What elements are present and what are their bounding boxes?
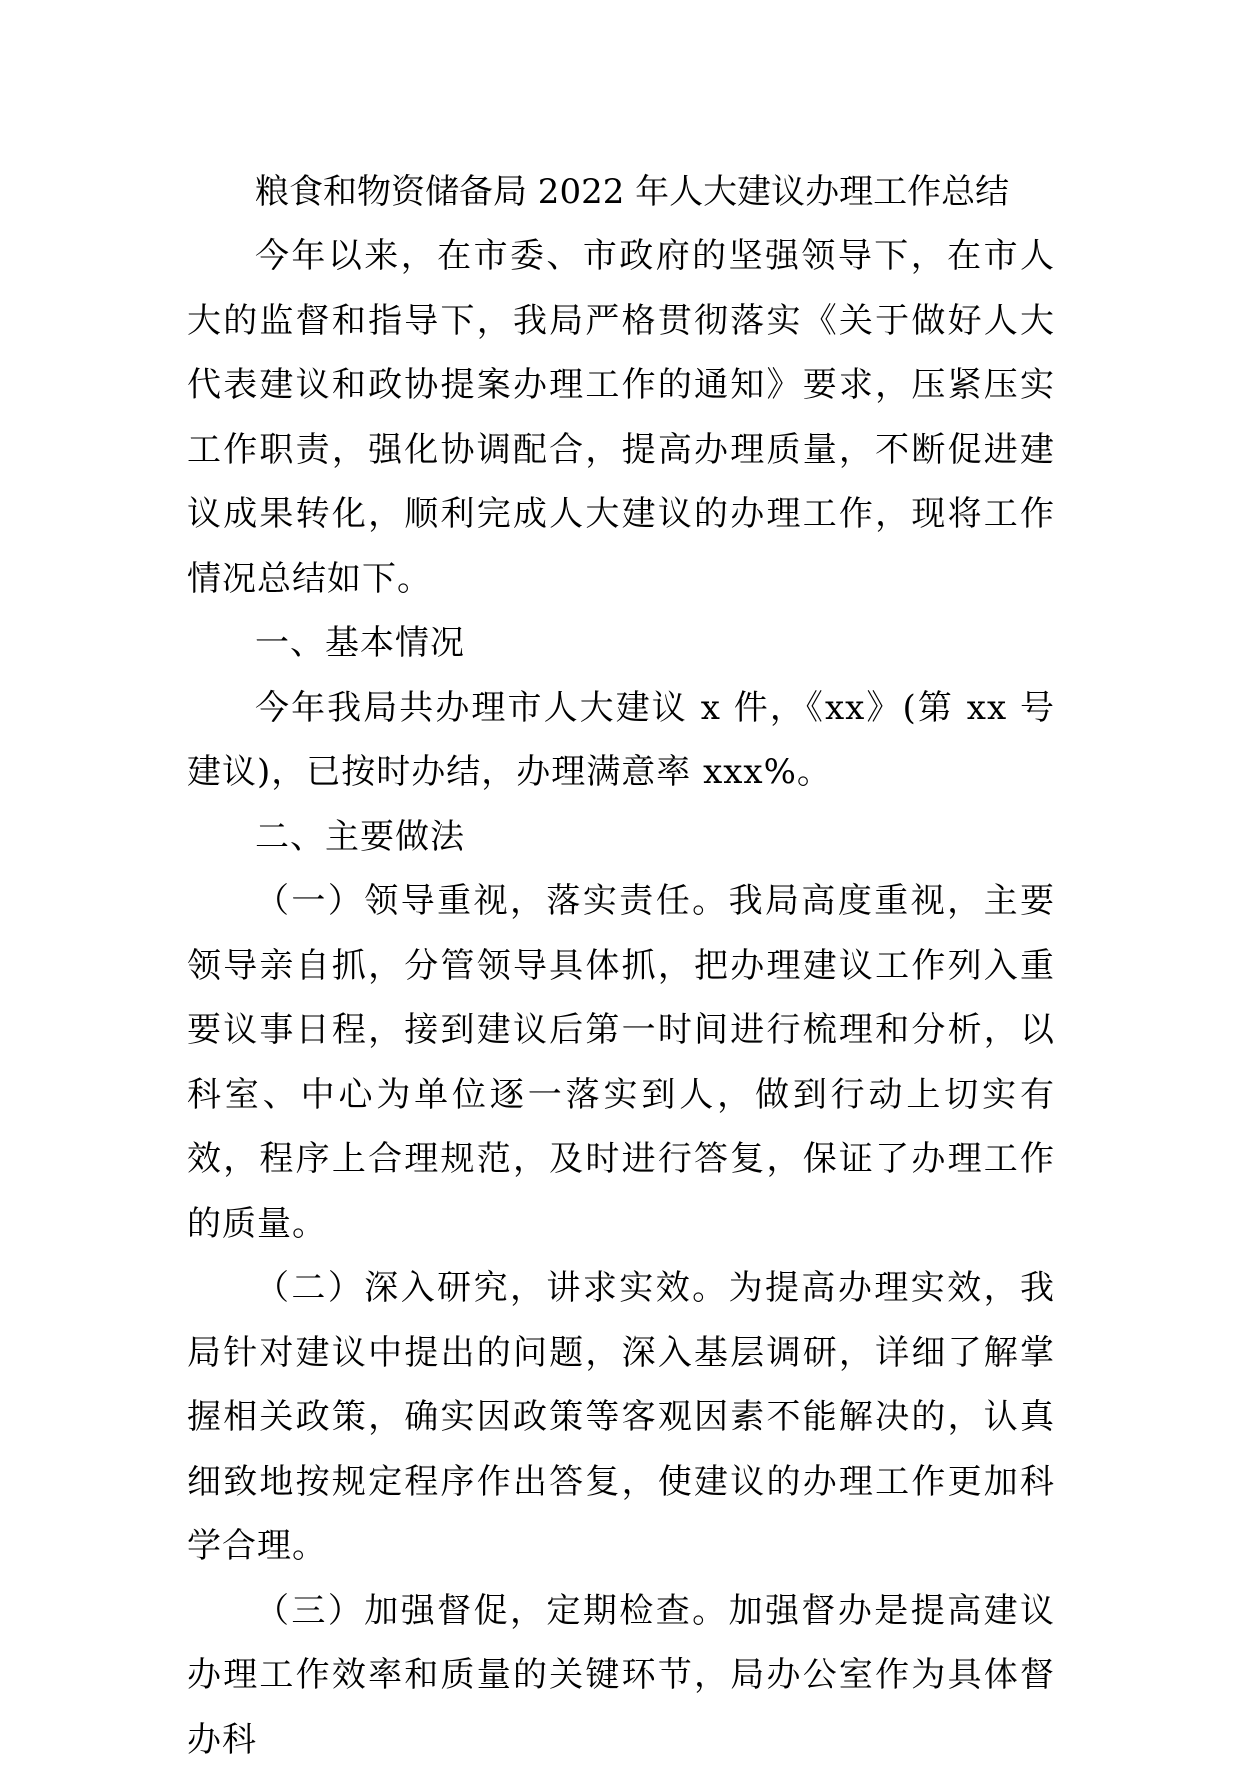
section-heading-basic-situation: 一、基本情况 <box>187 611 1055 676</box>
practice-item-3-paragraph: （三）加强督促，定期检查。加强督办是提高建议办理工作效率和质量的关键环节，局办公室作为具体督办科 <box>187 1579 1055 1772</box>
practice-item-2-paragraph: （二）深入研究，讲求实效。为提高办理实效，我局针对建议中提出的问题，深入基层调研，详细了解掌握相关政策，确实因政策等客观因素不能解决的，认真细致地按规定程序作出答复，使建议的办理工作更加科学合理。 <box>187 1256 1055 1579</box>
document-title: 粮食和物资储备局 2022 年人大建议办理工作总结 <box>187 160 1055 224</box>
document-body <box>187 160 1055 1772</box>
practice-item-1-paragraph: （一）领导重视，落实责任。我局高度重视，主要领导亲自抓，分管领导具体抓，把办理建议工作列入重要议事日程，接到建议后第一时间进行梳理和分析，以科室、中心为单位逐一落实到人，做到行动上切实有效，程序上合理规范，及时进行答复，保证了办理工作的质量。 <box>187 869 1055 1256</box>
section-heading-main-practices: 二、主要做法 <box>187 805 1055 870</box>
basic-situation-paragraph: 今年我局共办理市人大建议 x 件，《xx》(第 xx 号建议)，已按时办结，办理满意率 xxx%。 <box>187 676 1055 805</box>
intro-paragraph: 今年以来，在市委、市政府的坚强领导下，在市人大的监督和指导下，我局严格贯彻落实《关于做好人大代表建议和政协提案办理工作的通知》要求，压紧压实工作职责，强化协调配合，提高办理质量，不断促进建议成果转化，顺利完成人大建议的办理工作，现将工作情况总结如下。 <box>187 224 1055 611</box>
